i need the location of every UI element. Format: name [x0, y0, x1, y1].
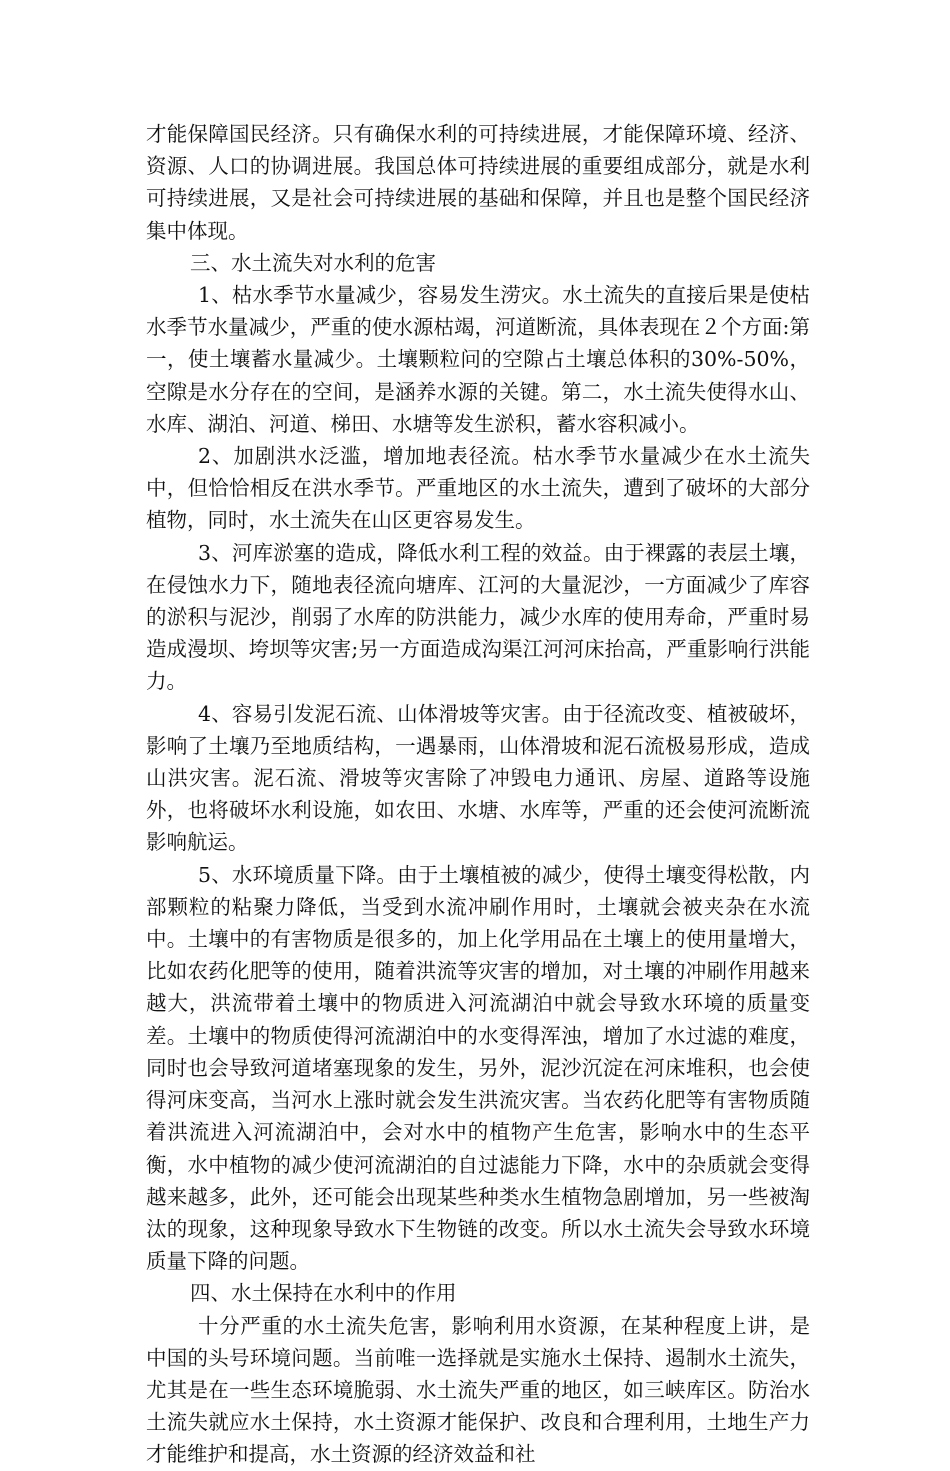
paragraph-section-4-intro: 十分严重的水土流失危害，影响利用水资源，在某种程度上讲，是中国的头号环境问题。当前唯一选择就是实施水土保持、遏制水土流失，尤其是在一些生态环境脆弱、水土流失严重的地区，如三峡库区。防治水土流失就应水土保持，水土资源才能保护、改良和合理利用，土地生产力才能维护和提高，水土资源的经济效益和社 — [146, 1313, 810, 1467]
document-body — [146, 118, 810, 1471]
paragraph-item-5: 5、水环境质量下降。由于土壤植被的减少，使得土壤变得松散，内部颗粒的粘聚力降低，当受到水流冲刷作用时，土壤就会被夹杂在水流中。土壤中的有害物质是很多的，加上化学用品在土壤上的使用量增大，比如农药化肥等的使用，随着洪流等灾害的增加，对土壤的冲刷作用越来越大，洪流带着土壤中的物质进入河流湖泊中就会导致水环境的质量变差。土壤中的物质使得河流湖泊中的水变得浑浊，增加了水过滤的难度，同时也会导致河道堵塞现象的发生，另外，泥沙沉淀在河床堆积，也会使得河床变高，当河水上涨时就会发生洪流灾害。当农药化肥等有害物质随着洪流进入河流湖泊中，会对水中的植物产生危害，影响水中的生态平衡，水中植物的减少使河流湖泊的自过滤能力下降，水中的杂质就会变得越来越多，此外，还可能会出现某些种类水生植物急剧增加，另一些被淘汰的现象，这种现象导致水下生物链的改变。所以水土流失会导致水环境质量下降的问题。 — [146, 862, 810, 1274]
section-heading-4: 四、水土保持在水利中的作用 — [190, 1281, 457, 1306]
paragraph-item-2: 2、加剧洪水泛滥，增加地表径流。枯水季节水量减少在水土流失中，但恰恰相反在洪水季节。严重地区的水土流失，遭到了破坏的大部分植物，同时，水土流失在山区更容易发生。 — [146, 444, 810, 533]
paragraph-continuation: 才能保障国民经济。只有确保水利的可持续进展，才能保障环境、经济、资源、人口的协调进展。我国总体可持续进展的重要组成部分，就是水利可持续进展，又是社会可持续进展的基础和保障，并且也是整个国民经济集中体现。 — [146, 122, 810, 243]
paragraph-item-3: 3、河库淤塞的造成，降低水利工程的效益。由于裸露的表层土壤，在侵蚀水力下，随地表径流向塘库、江河的大量泥沙，一方面减少了库容的淤积与泥沙，削弱了水库的防洪能力，减少水库的使用寿命，严重时易造成漫坝、垮坝等灾害;另一方面造成沟渠江河河床抬高，严重影响行洪能力。 — [146, 540, 810, 694]
paragraph-item-4: 4、容易引发泥石流、山体滑坡等灾害。由于径流改变、植被破坏，影响了土壤乃至地质结构，一遇暴雨，山体滑坡和泥石流极易形成，造成山洪灾害。泥石流、滑坡等灾害除了冲毁电力通讯、房屋、道路等设施外，也将破坏水利设施，如农田、水塘、水库等，严重的还会使河流断流影响航运。 — [146, 701, 810, 855]
paragraph-item-1: 1、枯水季节水量减少，容易发生涝灾。水土流失的直接后果是使枯水季节水量减少，严重的使水源枯竭，河道断流，具体表现在２个方面:第一，使土壤蓄水量减少。土壤颗粒问的空隙占土壤总体积的30%-50%，空隙是水分存在的空间，是涵养水源的关键。第二，水土流失使得水山、水库、湖泊、河道、梯田、水塘等发生淤积，蓄水容积减小。 — [146, 283, 810, 436]
section-heading-3: 三、水土流失对水利的危害 — [190, 250, 436, 275]
